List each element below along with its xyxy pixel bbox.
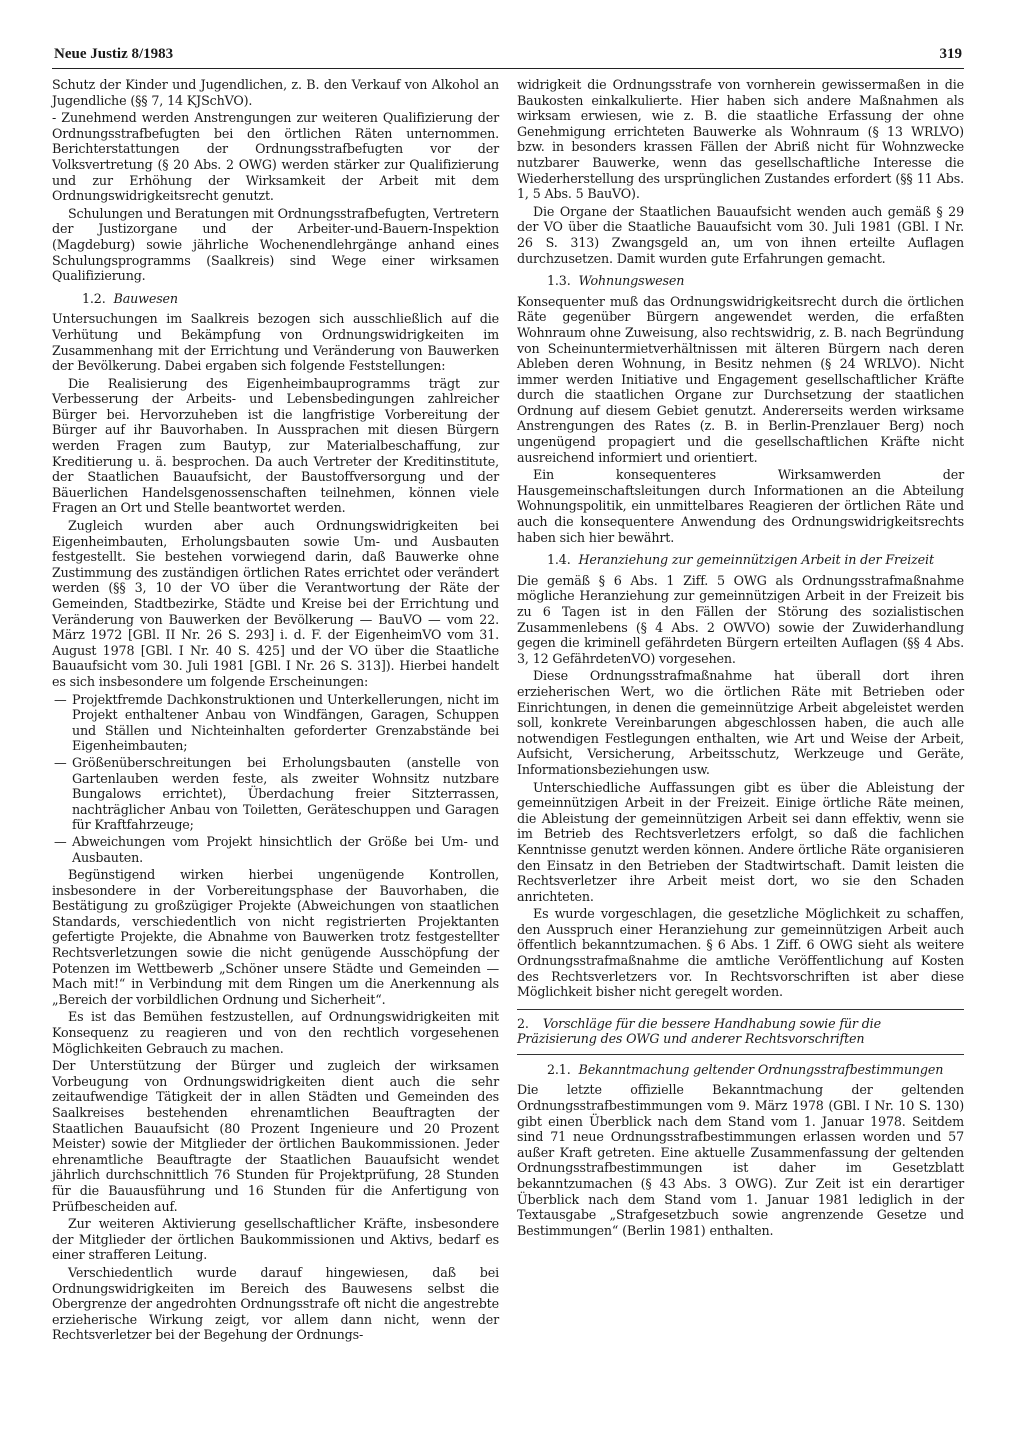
paragraph: Untersuchungen im Saalkreis bezogen sich ausschließlich auf die Verhütung und Bekämpfung von Ordnungswidrigkeiten im Zusammenhang mit der Errichtung und Veränderung von Bauwerken der Bevölkerung. Dabei ergaben sich folgende Feststellungen: [52,311,499,374]
paragraph: Unterschiedliche Auffassungen gibt es über die Ableistung der gemeinnützigen Arbeit in der Freizeit. Einige örtliche Räte meinen, die Ableistung der gemeinnützigen Arbeit sei dann effektiv, wenn sie im Betrieb des Rechtsverletzers erfolgt, so daß die fachlichen Kenntnisse genutzt werden können. Andere örtliche Räte organisieren den Einsatz in den Betrieben der Stadtwirtschaft. Damit leisten die Rechtsverletzer ihre Arbeit meist dort, wo sie den Schaden anrichteten. [517,779,964,904]
paragraph: - Zunehmend werden Anstrengungen zur weiteren Qualifizierung der Ordnungsstrafbefugten bei den örtlichen Räten unternommen. Berichterstattungen der Ordnungsstrafbefugten vor der Volksvertretung (§ 20 Abs. 2 OWG) werden stärker zur Qualifizierung und zur Erhöhung der Wirksamkeit der Arbeit mit dem Ordnungswidrigkeitsrecht genutzt. [52,110,499,204]
list-item-text: Größenüberschreitungen bei Erholungsbauten (anstelle von Gartenlauben werden feste, als zweiter Wohnsitz nutzbare Bungalows errichtet), Überdachung freier Sitzterrassen, nachträglicher Anbau von Toiletten, Geräteschuppen und Garagen für Kraftfahrzeuge; [72,754,499,833]
section-number: 1.4. [547,552,571,568]
section-number: 2.1. [547,1061,571,1077]
section-divider [517,1009,964,1010]
list-item-text: Projektfremde Dachkonstruktionen und Unterkellerungen, nicht im Projekt enthaltener Anbau von Windfängen, Garagen, Schuppen und Ställen und Nichteinhalten geforderter Grenzabstände bei Eigenheimbauten; [72,691,499,754]
list-item [52,834,499,865]
paragraph: Schulungen und Beratungen mit Ordnungsstrafbefugten, Vertretern der Justizorgane und der Arbeiter-und-Bauern-Inspektion (Magdeburg) sowie jährliche Wochenendlehrgänge anhand eines Schulungsprogramms (Saalkreis) sind Wege einer wirksamen Qualifizierung. [52,205,499,284]
list-item [52,755,499,833]
page-number: 319 [939,46,962,62]
section-number: 1.3. [547,273,571,289]
list-item [52,692,499,754]
paragraph: Begünstigend wirken hierbei ungenügende Kontrollen, insbesondere in der Vorbereitungsphase der Bauvorhaben, die Bestätigung zu großzügiger Projekte (Abweichungen von staatlichen Standards, verschiedentlich von nicht registrierten Projektanten gefertigte Projekte, die Abnahme von Bauwerken trotz festgestellter Rechtsverletzungen sowie die nicht genügende Ausschöpfung der Potenzen im Wettbewerb „Schöner unsere Städte und Gemeinden — Mach mit!“ in Verbindung mit dem Ringen um die Anerkennung als „Bereich der vorbildlichen Ordnung und Sicherheit“. [52,867,499,1007]
paragraph: Die letzte offizielle Bekanntmachung der geltenden Ordnungsstrafbestimmungen vom 9. März 1978 (GBl. I Nr. 10 S. 130) gibt einen Überblick nach dem Stand vom 1. Januar 1978. Seitdem sind 71 neue Ordnungsstrafbestimmungen erlassen worden und 57 außer Kraft getreten. Eine aktuelle Zusammenfassung der geltenden Ordnungsstrafbestimmungen ist daher im Gesetzblatt bekanntzumachen (§ 43 Abs. 3 OWG). Zur Zeit ist ein derartiger Überblick nach dem Stand vom 1. Januar 1981 lediglich in der Textausgabe „Strafgesetzbuch sowie angrenzende Gesetze und Bestimmungen“ (Berlin 1981) enthalten. [517,1082,964,1238]
paragraph: Die gemäß § 6 Abs. 1 Ziff. 5 OWG als Ordnungsstrafmaßnahme mögliche Heranziehung zur gemeinnützigen Arbeit in der Freizeit bis zu 6 Tagen ist in den Fällen der Störung des sozialistischen Zusammenlebens (§ 4 Abs. 2 OWVO) sowie der Zuwiderhandlung gegen die kriminell gefährdeten Bürgern erteilten Auflagen (§§ 4 Abs. 3, 12 GefährdetenVO) vorgesehen. [517,572,964,666]
paragraph: Es wurde vorgeschlagen, die gesetzliche Möglichkeit zu schaffen, den Ausspruch einer Heranziehung zur gemeinnützigen Arbeit auch öffentlich bekanntzumachen. § 6 Abs. 1 Ziff. 6 OWG sieht als weitere Ordnungsstrafmaßnahme die amtliche Veröffentlichung auf Kosten des Rechtsverletzers vor. In Rechtsvorschriften ist aber diese Möglichkeit bisher nicht geregelt worden. [517,906,964,1000]
section-heading-1-3 [517,273,964,289]
section-title: Vorschläge für die bessere Handhabung sowie für die Präzisierung des OWG und anderer Rechtsvorschriften [517,1015,881,1046]
paragraph: Der Unterstützung der Bürger und zugleich der wirksamen Vorbeugung von Ordnungswidrigkeiten dient auch die sehr zeitaufwendige Tätigkeit der in allen Städten und Gemeinden des Saalkreises bestehenden ehrenamtlichen Beauftragten der Staatlichen Bauaufsicht (80 Prozent Ingenieure und 20 Prozent Meister) sowie der Mitglieder der örtlichen Baukommissionen. Jeder ehrenamtliche Beauftragte der Staatlichen Bauaufsicht wendet jährlich durchschnittlich 76 Stunden für Projektprüfung, 28 Stunden für die Bauausführung und 16 Stunden für die Anfertigung von Prüfbescheiden auf. [52,1058,499,1214]
section-heading-1-2 [52,291,499,307]
section-title: Bekanntmachung geltender Ordnungsstrafbestimmungen [578,1061,944,1077]
dash-bullet: — [54,691,67,707]
section-title: Wohnungswesen [578,273,685,289]
paragraph: Die Organe der Staatlichen Bauaufsicht wenden auch gemäß § 29 der VO über die Staatliche Bauaufsicht vom 30. Juli 1981 (GBl. I Nr. 26 S. 313) Zwangsgeld an, um von ihnen erteilte Auflagen durchzusetzen. Damit wurden gute Erfahrungen gemacht. [517,203,964,266]
section-heading-1-4 [517,552,964,568]
paragraph: Diese Ordnungsstrafmaßnahme hat überall dort ihren erzieherischen Wert, wo die örtlichen Räte mit Betrieben oder Einrichtungen, in denen die gemeinnützige Arbeit abgeleistet werden soll, konkrete Vereinbarungen abgeschlossen haben, die auch alle notwendigen Festlegungen enthalten, wie Art und Weise der Arbeit, Aufsicht, Versicherung, Arbeitsschutz, Werkzeuge und Geräte, Informationsbeziehungen usw. [517,668,964,777]
paragraph: Ein konsequenteres Wirksamwerden der Hausgemeinschaftsleitungen durch Informationen an die Abteilung Wohnungspolitik, ein unmittelbares Reagieren der örtlichen Räte und auch die konsequentere Anwendung des Ordnungswidrigkeitsrechts haben sich hier bewährt. [517,467,964,545]
paragraph: Verschiedentlich wurde darauf hingewiesen, daß bei Ordnungswidrigkeiten im Bereich des Bauwesens selbst die Obergrenze der angedrohten Ordnungsstrafe oft nicht die angestrebte erzieherische Wirkung zeigt, vor allem dann nicht, wenn der Rechtsverletzer bei der Begehung der Ordnungs- [52,1264,499,1343]
section-number: 1.2. [82,290,106,306]
list-item-text: Abweichungen vom Projekt hinsichtlich der Größe bei Um- und Ausbauten. [72,833,499,865]
section-heading-2-1 [517,1062,964,1078]
paragraph: Zur weiteren Aktivierung gesellschaftlicher Kräfte, insbesondere der Mitglieder der örtlichen Baukommissionen und Aktivs, bedarf es einer strafferen Leitung. [52,1216,499,1263]
left-column [52,77,499,1345]
paragraph: widrigkeit die Ordnungsstrafe von vornherein gewissermaßen in die Baukosten einkalkulierte. Hier haben sich andere Maßnahmen als wirksam erwiesen, wie z. B. die staatliche Erfassung der ohne Genehmigung errichteten Bauwerke als Wohnraum (§ 13 WRLVO) bzw. in besonders krassen Fällen der Abriß nicht für Wohnzwecke nutzbarer Bauwerke, wenn das gesellschaftliche Interesse die Wiederherstellung des ursprünglichen Zustandes erfordert (§§ 11 Abs. 1, 5 Abs. 5 BauVO). [517,77,964,202]
section-divider [517,1054,964,1055]
dash-bullet: — [54,833,67,849]
paragraph: Konsequenter muß das Ordnungswidrigkeitsrecht durch die örtlichen Räte gegenüber Bürgern angewendet werden, die erfaßten Wohnraum ohne Zuweisung, also rechtswidrig, z. B. nach Begründung von Scheinuntermietverhältnissen mit älteren Bürgern nach deren Ableben deren Wohnung, in Besitz nehmen (§ 24 WRLVO). Nicht immer werden Initiative und Engagement gesellschaftlicher Kräfte durch die staatlichen Organe zur Durchsetzung der staatlichen Ordnung auf diesem Gebiet genutzt. Andererseits werden wirksame Anstrengungen des Rates (z. B. in Berlin-Prenzlauer Berg) noch ungenügend propagiert und die gesellschaftlichen Kräfte nicht ausreichend informiert und orientiert. [517,293,964,465]
dash-bullet: — [54,754,67,770]
journal-issue: Neue Justiz 8/1983 [54,46,174,62]
page-header [52,46,964,69]
section-title: Heranziehung zur gemeinnützigen Arbeit in der Freizeit [578,552,934,568]
paragraph: Es ist das Bemühen festzustellen, auf Ordnungswidrigkeiten mit Konsequenz zu reagieren und von den rechtlich vorgesehenen Möglichkeiten Gebrauch zu machen. [52,1009,499,1056]
section-title: Bauwesen [113,290,178,306]
paragraph: Zugleich wurden aber auch Ordnungswidrigkeiten bei Eigenheimbauten, Erholungsbauten sowie Um- und Ausbauten festgestellt. Sie bestehen vorwiegend darin, daß Bauwerke ohne Zustimmung des zuständigen örtlichen Rates errichtet oder verändert werden (§§ 3, 10 der VO über die Verantwortung der Räte der Gemeinden, Stadtbezirke, Städte und Kreise bei der Errichtung und Veränderung von Bauwerken der Bevölkerung — BauVO — vom 22. März 1972 [GBl. II Nr. 26 S. 293] i. d. F. der EigenheimVO vom 31. August 1978 [GBl. I Nr. 40 S. 425] und der VO über die Staatliche Bauaufsicht vom 30. Juli 1981 [GBl. I Nr. 26 S. 313]). Hierbei handelt es sich insbesondere um folgende Erscheinungen: [52,518,499,689]
right-column [517,77,964,1240]
paragraph: Schutz der Kinder und Jugendlichen, z. B. den Verkauf von Alkohol an Jugendliche (§§ 7, 14 KJSchVO). [52,77,499,108]
paragraph: Die Realisierung des Eigenheimbauprogramms trägt zur Verbesserung der Arbeits- und Lebensbedingungen zahlreicher Bürger bei. Hervorzuheben ist die langfristige Vorbereitung der Bürger auf ihr Bauvorhaben. In Aussprachen mit diesen Bürgern werden Fragen zum Bautyp, zur Materialbeschaffung, zur Kreditierung u. ä. besprochen. Da auch Vertreter der Kreditinstitute, der Staatlichen Bauaufsicht, der Baustoffversorgung und der Bäuerlichen Handelsgenossenschaften teilnehmen, können viele Fragen an Ort und Stelle beantwortet werden. [52,375,499,516]
section-number: 2. [517,1015,529,1031]
section-heading-2 [517,1016,964,1046]
bullet-list [52,692,499,866]
